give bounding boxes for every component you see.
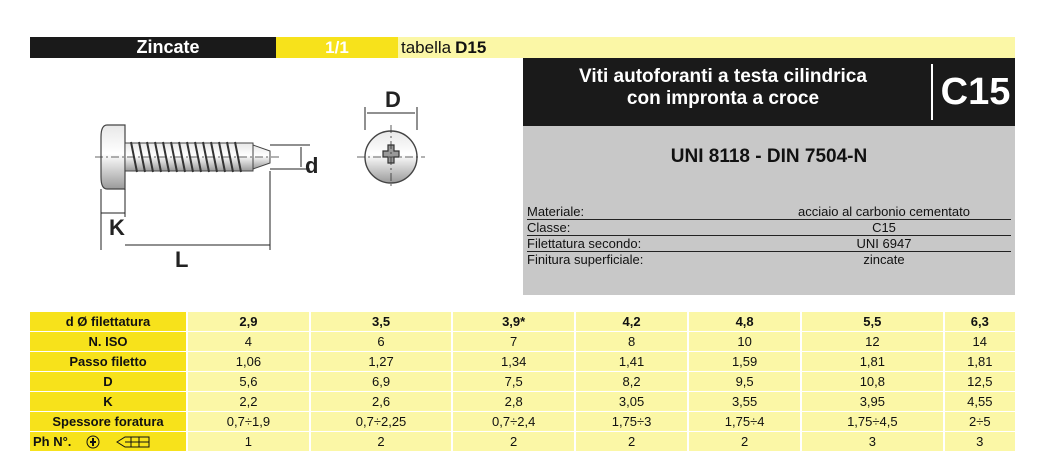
table-reference [398, 37, 1015, 58]
page-indicator: 1/1 [276, 37, 398, 58]
title-line-2: con impronta a croce [626, 88, 820, 109]
table-cell: 5,6 [187, 372, 310, 392]
table-cell: 4,55 [944, 392, 1015, 412]
table-cell: 10 [688, 332, 801, 352]
table-cell: 3,05 [575, 392, 688, 412]
product-code: C15 [940, 70, 1011, 113]
properties-list [527, 204, 1011, 267]
table-cell: 6,3 [944, 312, 1015, 332]
standard-reference: UNI 8118 - DIN 7504-N [670, 146, 868, 167]
table-cell: 2 [575, 432, 688, 452]
row-label: D [30, 372, 187, 392]
table-cell: 0,7÷2,25 [310, 412, 452, 432]
top-bar [30, 37, 1015, 58]
table-cell: 3,5 [310, 312, 452, 332]
dimension-l-label: L [175, 247, 189, 272]
table-cell: 4,8 [688, 312, 801, 332]
table-cell: 4 [187, 332, 310, 352]
table-cell: 6 [310, 332, 452, 352]
property-label: Materiale: [527, 204, 585, 219]
title-divider [931, 64, 933, 120]
screw-top-view [357, 125, 425, 189]
property-row [527, 204, 1011, 220]
property-label: Finitura superficiale: [527, 252, 644, 267]
property-label: Classe: [527, 220, 571, 235]
table-row [30, 332, 1015, 352]
property-label: Filettatura secondo: [527, 236, 642, 251]
table-cell: 1,34 [452, 352, 575, 372]
property-value: C15 [872, 220, 896, 235]
dimension-k-label: K [109, 215, 125, 240]
table-row [30, 392, 1015, 412]
table-row [30, 372, 1015, 392]
category-label: Zincate [30, 37, 276, 58]
table-cell: 1,81 [801, 352, 943, 372]
table-cell: 7 [452, 332, 575, 352]
table-cell: 4,2 [575, 312, 688, 332]
property-value: UNI 6947 [856, 236, 912, 251]
table-cell: 1,75÷3 [575, 412, 688, 432]
table-cell: 2,6 [310, 392, 452, 412]
screw-side-view [95, 125, 280, 189]
property-value: acciaio al carbonio cementato [798, 204, 970, 219]
table-cell: 2 [452, 432, 575, 452]
table-cell: 1 [187, 432, 310, 452]
property-row [527, 236, 1011, 252]
dimensions-table [30, 312, 1015, 452]
table-cell: 0,7÷1,9 [187, 412, 310, 432]
table-cell: 8,2 [575, 372, 688, 392]
table-cell: 3,55 [688, 392, 801, 412]
table-cell: 5,5 [801, 312, 943, 332]
table-cell: 6,9 [310, 372, 452, 392]
table-label: tabella [401, 37, 452, 57]
table-code: D15 [455, 37, 487, 57]
title-box [523, 58, 1015, 126]
row-label: N. ISO [30, 332, 187, 352]
table-cell: 1,59 [688, 352, 801, 372]
row-label: d Ø filettatura [30, 312, 187, 332]
table-row [30, 312, 1015, 332]
table-cell: 3 [801, 432, 943, 452]
table-cell: 2,8 [452, 392, 575, 412]
table-cell: 1,81 [944, 352, 1015, 372]
table-row [30, 412, 1015, 432]
table-cell: 8 [575, 332, 688, 352]
row-label: Ph N°. [33, 433, 72, 449]
table-cell: 1,75÷4 [688, 412, 801, 432]
table-cell: 12 [801, 332, 943, 352]
table-cell: 2÷5 [944, 412, 1015, 432]
screw-drawing [95, 85, 515, 280]
spec-box [523, 126, 1015, 295]
table-row [30, 432, 1015, 452]
table-cell: 3 [944, 432, 1015, 452]
table-cell: 1,75÷4,5 [801, 412, 943, 432]
table-row [30, 352, 1015, 372]
property-row [527, 220, 1011, 236]
title-line-1: Viti autoforanti a testa cilindrica [579, 66, 867, 87]
table-cell: 3,9* [452, 312, 575, 332]
table-cell: 1,27 [310, 352, 452, 372]
table-cell: 2 [688, 432, 801, 452]
table-cell: 2,2 [187, 392, 310, 412]
row-label: K [30, 392, 187, 412]
table-cell: 10,8 [801, 372, 943, 392]
table-cell: 7,5 [452, 372, 575, 392]
table-cell: 1,41 [575, 352, 688, 372]
row-label: Spessore foratura [30, 412, 187, 432]
table-cell: 2,9 [187, 312, 310, 332]
dimension-lines [101, 107, 417, 250]
table-cell: 9,5 [688, 372, 801, 392]
row-label-ph [30, 432, 187, 452]
table-cell: 1,06 [187, 352, 310, 372]
table-cell: 0,7÷2,4 [452, 412, 575, 432]
property-row [527, 252, 1011, 267]
table-cell: 14 [944, 332, 1015, 352]
product-title [523, 66, 923, 110]
phillips-bit-icon [83, 435, 158, 449]
property-value: zincate [863, 252, 905, 267]
table-cell: 12,5 [944, 372, 1015, 392]
dimension-bigd-label: D [385, 87, 401, 112]
row-label: Passo filetto [30, 352, 187, 372]
table-cell: 2 [310, 432, 452, 452]
table-cell: 3,95 [801, 392, 943, 412]
dimension-d-label: d [305, 153, 319, 178]
